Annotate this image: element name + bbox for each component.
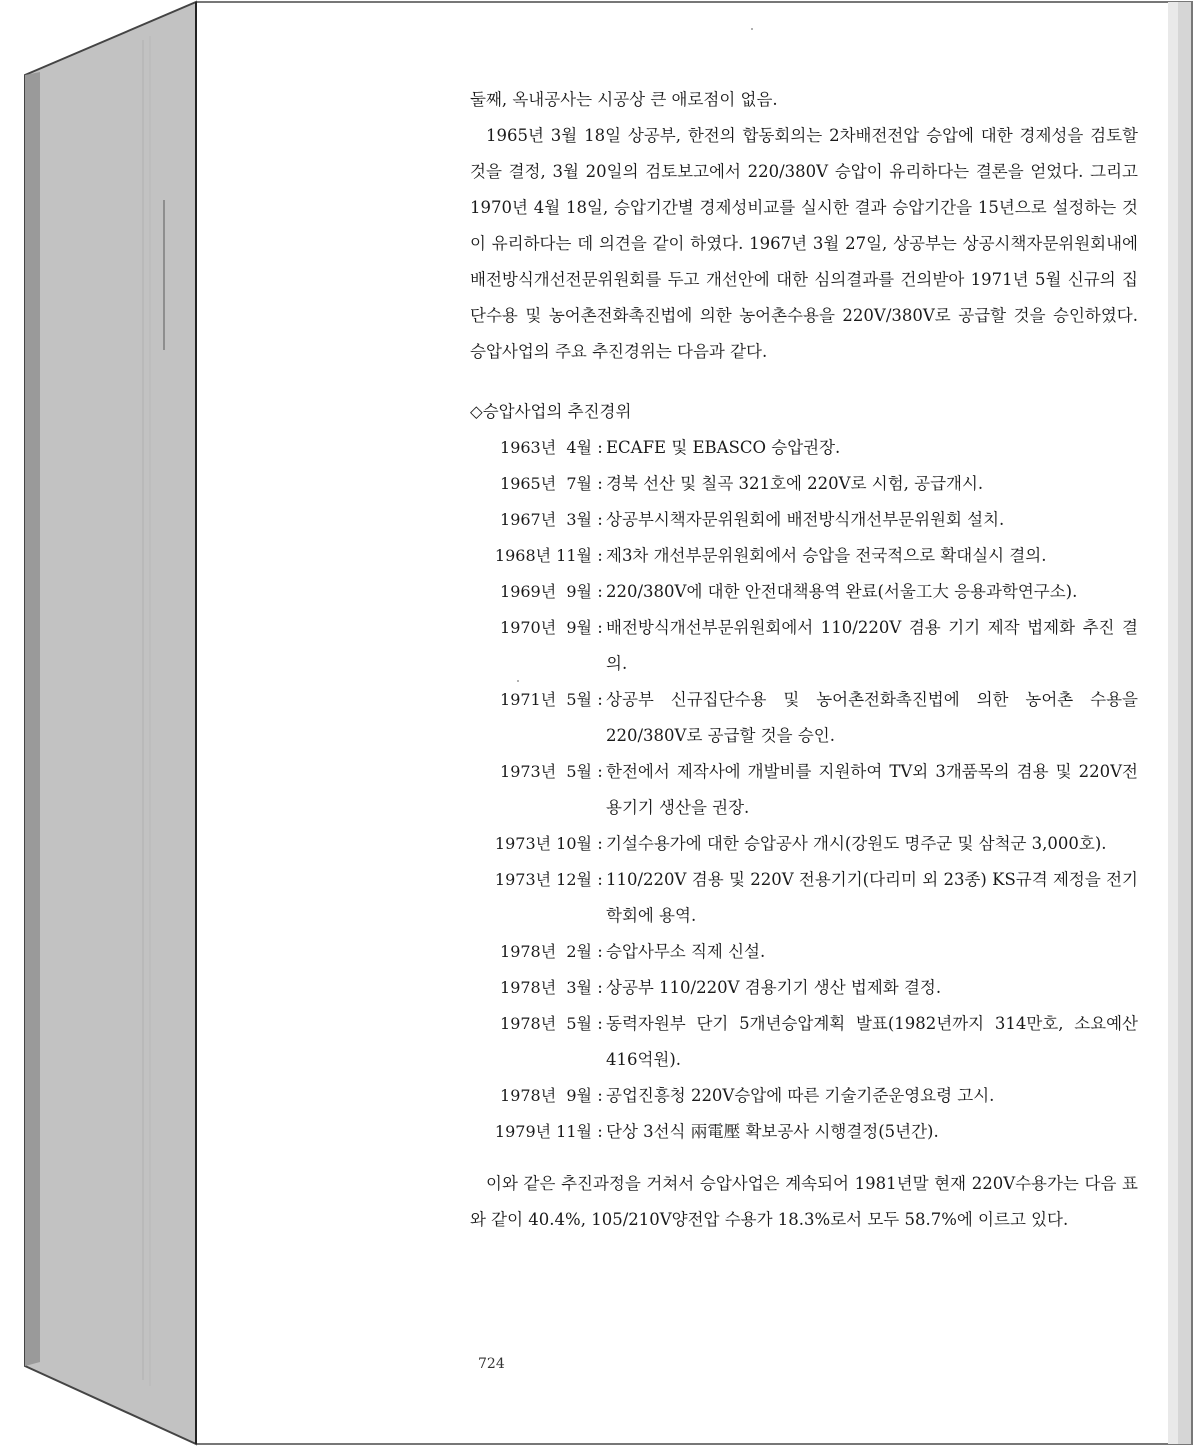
page-number: 724 — [478, 1356, 505, 1372]
timeline-date: 1979년 11월 — [494, 1122, 592, 1141]
timeline-row — [488, 682, 1138, 754]
timeline-row — [488, 1006, 1138, 1078]
timeline-colon: : — [597, 834, 603, 853]
timeline-row — [488, 754, 1138, 826]
timeline-row — [488, 862, 1138, 934]
timeline-text: 승압사무소 직제 신설. — [606, 942, 766, 961]
page-content — [470, 82, 1138, 1238]
timeline-colon: : — [597, 474, 603, 493]
timeline-date: 1973년 12월 — [494, 870, 592, 889]
timeline-date: 1978년 2월 — [500, 942, 592, 961]
section-title: ◇승압사업의 추진경위 — [470, 402, 632, 421]
timeline-date: 1973년 10월 — [494, 834, 592, 853]
timeline-date: 1978년 9월 — [500, 1086, 592, 1105]
timeline-row — [488, 970, 1138, 1006]
timeline-row — [488, 826, 1138, 862]
timeline-colon: : — [597, 618, 603, 637]
timeline-text: 220/380V에 대한 안전대책용역 완료(서울工大 응용과학연구소). — [606, 582, 1078, 601]
timeline-text: 기설수용가에 대한 승압공사 개시(강원도 명주군 및 삼척군 3,000호). — [606, 834, 1107, 853]
timeline-date: 1963년 4월 — [500, 438, 592, 457]
timeline-row — [488, 538, 1138, 574]
timeline-row — [488, 1078, 1138, 1114]
timeline-colon: : — [597, 438, 603, 457]
timeline-date: 1967년 3월 — [500, 510, 592, 529]
timeline-colon: : — [597, 510, 603, 529]
timeline-text: ECAFE 및 EBASCO 승압권장. — [606, 438, 841, 457]
timeline-text: 상공부 신규집단수용 및 농어촌전화촉진법에 의한 농어촌 수용을 220/380V로 공급할 것을 승인. — [606, 690, 1138, 745]
timeline-text: 공업진흥청 220V승압에 따른 기술기준운영요령 고시. — [606, 1086, 995, 1105]
closing-paragraph: 이와 같은 추진과정을 거쳐서 승압사업은 계속되어 1981년말 현재 220V수용가는 다음 표와 같이 40.4%, 105/210V양전압 수용가 18.3%로서 모두 58.7%에 이르고 있다. — [470, 1174, 1138, 1229]
timeline-colon: : — [597, 582, 603, 601]
timeline-row — [488, 466, 1138, 502]
scan-speck — [751, 28, 753, 30]
timeline-date: 1978년 3월 — [500, 978, 592, 997]
timeline-colon: : — [597, 762, 603, 781]
timeline-row — [488, 574, 1138, 610]
timeline-text: 배전방식개선부문위원회에서 110/220V 겸용 기기 제작 법제화 추진 결의. — [606, 618, 1138, 673]
timeline-colon: : — [597, 978, 603, 997]
timeline-colon: : — [597, 1086, 603, 1105]
first-line: 둘째, 옥내공사는 시공상 큰 애로점이 없음. — [470, 90, 778, 109]
timeline-text: 제3차 개선부문위원회에서 승압을 전국적으로 확대실시 결의. — [606, 546, 1047, 565]
timeline-text: 단상 3선식 兩電壓 확보공사 시행결정(5년간). — [606, 1122, 939, 1141]
timeline-colon: : — [597, 1122, 603, 1141]
timeline-text: 상공부시책자문위원회에 배전방식개선부문위원회 설치. — [606, 510, 1005, 529]
timeline-row — [488, 610, 1138, 682]
timeline-date: 1965년 7월 — [500, 474, 592, 493]
timeline-row — [488, 430, 1138, 466]
timeline-colon: : — [597, 942, 603, 961]
timeline-colon: : — [597, 546, 603, 565]
timeline-text: 한전에서 제작사에 개발비를 지원하여 TV외 3개품목의 겸용 및 220V전용기기 생산을 권장. — [606, 762, 1138, 817]
timeline-colon: : — [597, 1014, 603, 1033]
timeline-date: 1968년 11월 — [494, 546, 592, 565]
timeline-row — [488, 502, 1138, 538]
timeline-date: 1970년 9월 — [500, 618, 592, 637]
timeline-row — [488, 1114, 1138, 1150]
timeline-text: 110/220V 겸용 및 220V 전용기기(다리미 외 23종) KS규격 제정을 전기학회에 용역. — [606, 870, 1138, 925]
timeline-list — [488, 430, 1138, 1150]
timeline-colon: : — [597, 690, 603, 709]
body-paragraph: 1965년 3월 18일 상공부, 한전의 합동회의는 2차배전전압 승압에 대한 경제성을 검토할 것을 결정, 3월 20일의 검토보고에서 220/380V 승압이 유리하다는 결론을 얻었다. 그리고 1970년 4월 18일, 승압기간별 경제성비교를 실시한 결과 승압기간을 15년으로 설정하는 것이 유리하다는 데 의견을 같이 하였다. 1967년 3월 27일, 상공부는 상공시책자문위원회내에 배전방식개선전문위원회를 두고 개선안에 대한 심의결과를 건의받아 1971년 5월 신규의 집단수용 및 농어촌전화촉진법에 의한 농어촌수용을 220V/380V로 공급할 것을 승인하였다. 승압사업의 주요 추진경위는 다음과 같다. — [470, 126, 1138, 361]
timeline-text: 경북 선산 및 칠곡 321호에 220V로 시험, 공급개시. — [606, 474, 984, 493]
timeline-date: 1973년 5월 — [500, 762, 592, 781]
timeline-date: 1969년 9월 — [500, 582, 592, 601]
timeline-date: 1971년 5월 — [500, 690, 592, 709]
timeline-date: 1978년 5월 — [500, 1014, 592, 1033]
timeline-colon: : — [597, 870, 603, 889]
timeline-text: 상공부 110/220V 겸용기기 생산 법제화 결정. — [606, 978, 942, 997]
timeline-text: 동력자원부 단기 5개년승압계획 발표(1982년까지 314만호, 소요예산 416억원). — [606, 1014, 1138, 1069]
timeline-row — [488, 934, 1138, 970]
